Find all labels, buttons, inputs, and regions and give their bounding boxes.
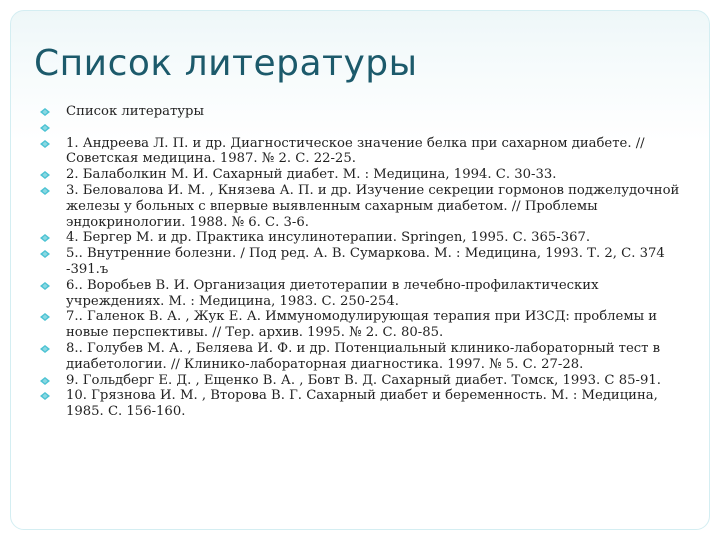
- slide-title: Список литературы: [34, 43, 418, 84]
- list-item-text: 1. Андреева Л. П. и др. Диагностическое значение белка при сахарном диабете. // Советская медицина. 1987. № 2. С. 22-25.: [66, 135, 645, 167]
- bullet-icon: [40, 345, 50, 353]
- list-item-text: 5.. Внутренние болезни. / Под ред. А. В. Сумаркова. М. : Медицина, 1993. Т. 2, С. 374 -391.ъ: [66, 246, 665, 277]
- list-item: [40, 309, 680, 341]
- bullet-icon: [40, 392, 50, 400]
- list-item: [40, 230, 680, 246]
- list-item-text: 3. Беловалова И. М. , Князева А. П. и др. Изучение секреции гормонов поджелудочной железы у больных с впервые выявленным сахарным диабетом. // Проблемы эндокринологии. 1988. № 6. С. 3-6.: [66, 182, 680, 230]
- bullet-icon: [40, 124, 50, 132]
- bullet-icon: [40, 377, 50, 385]
- list-item: [40, 278, 680, 310]
- bullet-icon: [40, 171, 50, 179]
- list-item-text: 2. Балаболкин М. И. Сахарный диабет. М. : Медицина, 1994. С. 30-33.: [66, 167, 557, 183]
- list-item-text: 10. Грязнова И. М. , Второва В. Г. Сахарный диабет и беременность. М. : Медицина, 1985. С. 156-160.: [66, 388, 658, 420]
- list-item: [40, 246, 680, 278]
- bullet-icon: [40, 187, 50, 195]
- list-item-text: 4. Бергер М. и др. Практика инсулинотерапии. Springen, 1995. С. 365-367.: [66, 230, 591, 246]
- list-item: [40, 167, 680, 183]
- list-item: [40, 136, 680, 168]
- bullet-icon: [40, 108, 50, 116]
- bullet-icon: [40, 313, 50, 321]
- list-item: [40, 104, 680, 120]
- list-item-text: 8.. Голубев М. А. , Беляева И. Ф. и др. Потенциальный клинико-лабораторный тест в диабетологии. // Клинико-лабораторная диагностика. 1997. № 5. С. 27-28.: [66, 340, 661, 372]
- bullet-icon: [40, 282, 50, 290]
- list-item-text: Список литературы: [66, 104, 204, 119]
- list-item: [40, 120, 680, 136]
- list-item: [40, 341, 680, 373]
- list-item: [40, 183, 680, 230]
- list-item: [40, 373, 680, 389]
- bullet-icon: [40, 250, 50, 258]
- list-item-text: 6.. Воробьев В. И. Организация диетотерапии в лечебно-профилактических учреждениях. М. : Медицина, 1983. С. 250-254.: [66, 277, 599, 309]
- reference-list: [40, 104, 680, 420]
- bullet-icon: [40, 140, 50, 148]
- bullet-icon: [40, 234, 50, 242]
- list-item-text: 9. Гольдберг Е. Д. , Ещенко В. А. , Бовт В. Д. Сахарный диабет. Томск, 1993. С 85-91.: [66, 372, 661, 388]
- list-item: [40, 388, 680, 420]
- list-item-text: 7.. Галенок В. А. , Жук Е. А. Иммуномодулирующая терапия при ИЗСД: проблемы и новые перспективы. // Тер. архив. 1995. № 2. С. 80-85.: [66, 309, 658, 341]
